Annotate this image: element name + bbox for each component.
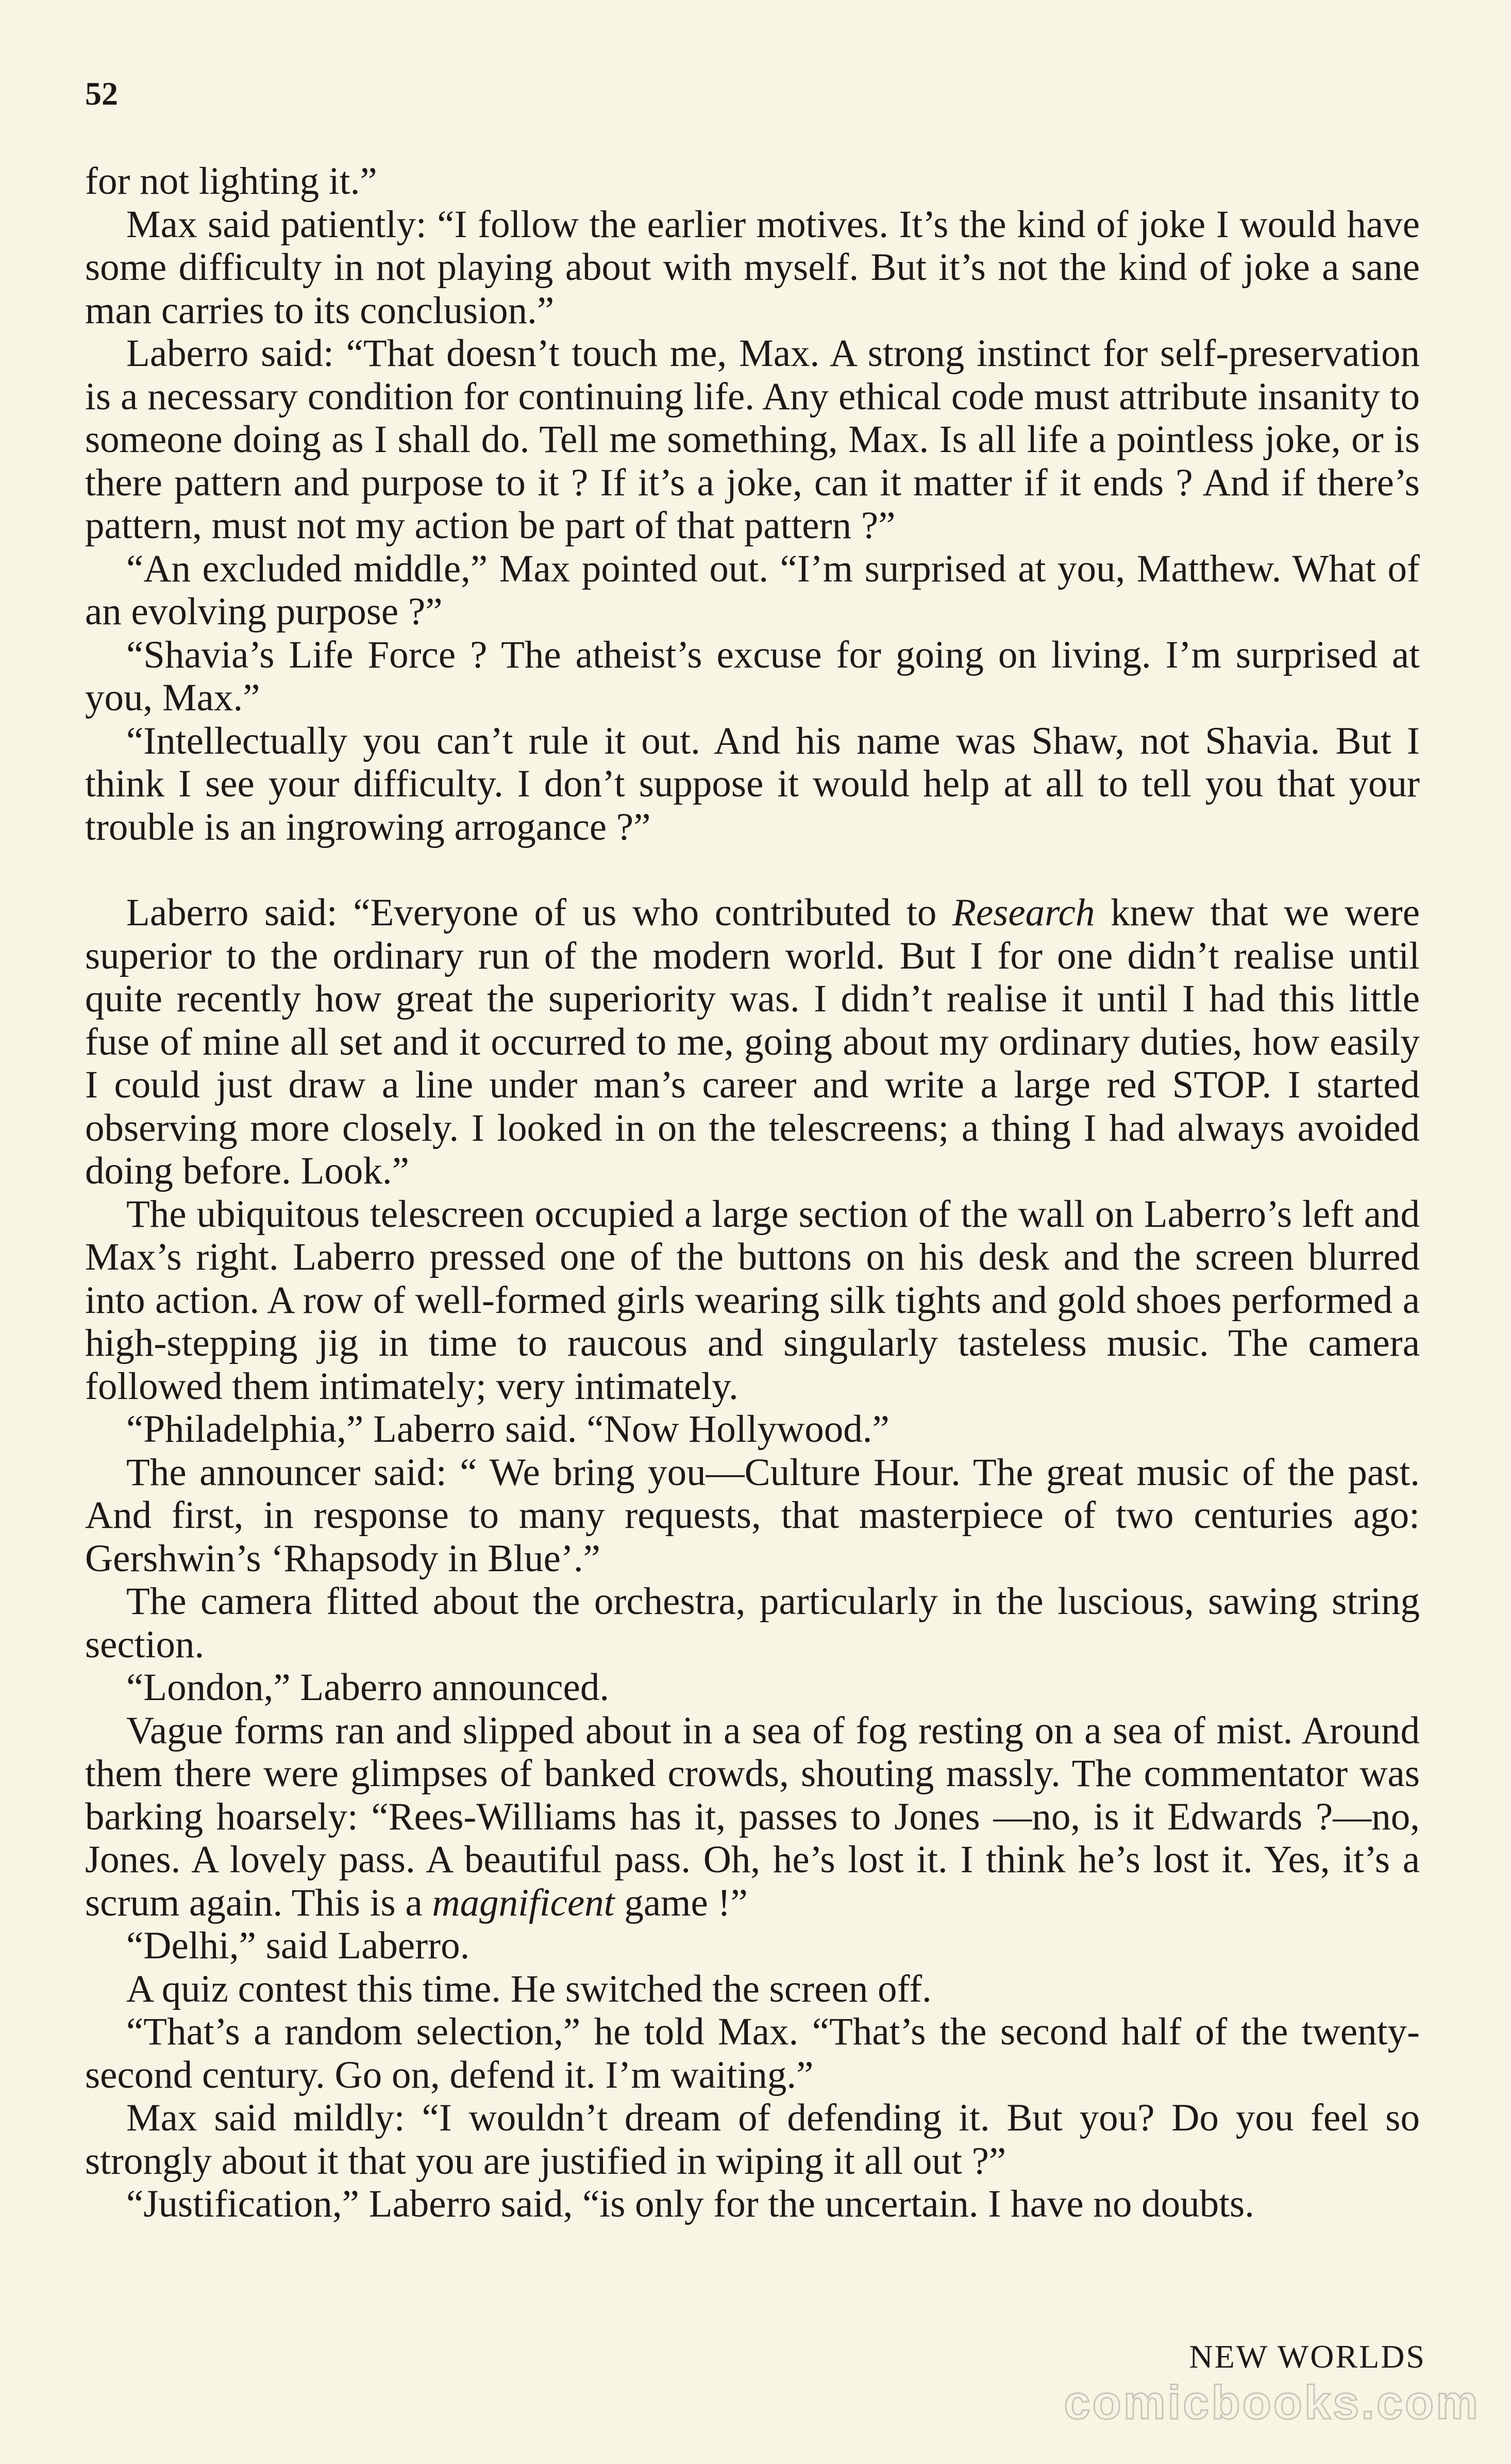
paragraph: “Delhi,” said Laberro. xyxy=(126,1924,470,1967)
watermark: comicbooks.com xyxy=(1064,2376,1480,2429)
italic-text: magnificent xyxy=(432,1881,615,1924)
text-block-2 xyxy=(85,891,1420,2226)
paragraph: “London,” Laberro announced. xyxy=(126,1666,610,1709)
paragraph: “An excluded middle,” Max pointed out. “I’m surprised at you, Matthew. What of an evolving purpose ?” xyxy=(85,547,1420,633)
italic-text: Research xyxy=(952,891,1095,934)
paragraph: Laberro said: “Everyone of us who contributed to Research knew that we were superior to the ordinary run of the modern world. But I for one didn’t realise until quite recently how great the superiority was. I didn’t realise it until I had this little fuse of mine all set and it occurred to me, going about my ordinary duties, how easily I could just draw a line under man’s career and write a large red STOP. I started observing more closely. I looked in on the telescreens; a thing I had always avoided doing before. Look.” xyxy=(85,891,1420,1192)
section-break xyxy=(85,848,1420,891)
paragraph: Laberro said: “That doesn’t touch me, Max. A strong instinct for self-preservation is a necessary condition for continuing life. Any ethical code must attribute insanity to someone doing as I shall do. Tell me something, Max. Is all life a pointless joke, or is there pattern and purpose to it ? If it’s a joke, can it matter if it ends ? And if there’s pattern, must not my action be part of that pattern ?” xyxy=(85,332,1420,547)
paragraph: for not lighting it.” xyxy=(85,160,377,203)
paragraph: The announcer said: “ We bring you—Culture Hour. The great music of the past. And first, in response to many requests, that masterpiece of two centuries ago: Gershwin’s ‘Rhapsody in Blue’.” xyxy=(85,1451,1420,1580)
paragraph: “Philadelphia,” Laberro said. “Now Hollywood.” xyxy=(126,1408,889,1451)
paragraph: Max said mildly: “I wouldn’t dream of defending it. But you? Do you feel so strongly about it that you are justified in wiping it all out ?” xyxy=(85,2096,1420,2183)
paragraph: Max said patiently: “I follow the earlier motives. It’s the kind of joke I would have some difficulty in not playing about with myself. But it’s not the kind of joke a sane man carries to its conclusion.” xyxy=(85,203,1420,332)
text-block-1 xyxy=(85,160,1420,848)
page-number: 52 xyxy=(85,75,118,112)
paragraph: “That’s a random selection,” he told Max. “That’s the second half of the twenty-second century. Go on, defend it. I’m waiting.” xyxy=(85,2010,1420,2096)
paragraph: “Shavia’s Life Force ? The atheist’s excuse for going on living. I’m surprised at you, Max.” xyxy=(85,633,1420,719)
paragraph: A quiz contest this time. He switched the screen off. xyxy=(126,1967,932,2010)
paragraph: Vague forms ran and slipped about in a sea of fog resting on a sea of mist. Around them there were glimpses of banked crowds, shouting massly. The commentator was barking hoarsely: “Rees-Williams has it, passes to Jones —no, is it Edwards ?—no, Jones. A lovely pass. A beautiful pass. Oh, he’s lost it. I think he’s lost it. Yes, it’s a scrum again. This is a magnificent game !” xyxy=(85,1709,1420,1924)
story-text xyxy=(85,160,1420,2226)
magazine-title: NEW WORLDS xyxy=(1189,2338,1426,2375)
paragraph: The ubiquitous telescreen occupied a large section of the wall on Laberro’s left and Max’s right. Laberro pressed one of the buttons on his desk and the screen blurred into action. A row of well-formed girls wearing silk tights and gold shoes performed a high-stepping jig in time to raucous and singularly tasteless music. The camera followed them intimately; very intimately. xyxy=(85,1192,1420,1408)
paragraph: “Justification,” Laberro said, “is only for the uncertain. I have no doubts. xyxy=(126,2183,1254,2225)
paragraph: “Intellectually you can’t rule it out. And his name was Shaw, not Shavia. But I think I see your difficulty. I don’t suppose it would help at all to tell you that your trouble is an ingrowing arrogance ?” xyxy=(85,719,1420,848)
paragraph: The camera flitted about the orchestra, particularly in the luscious, sawing string section. xyxy=(85,1580,1420,1666)
